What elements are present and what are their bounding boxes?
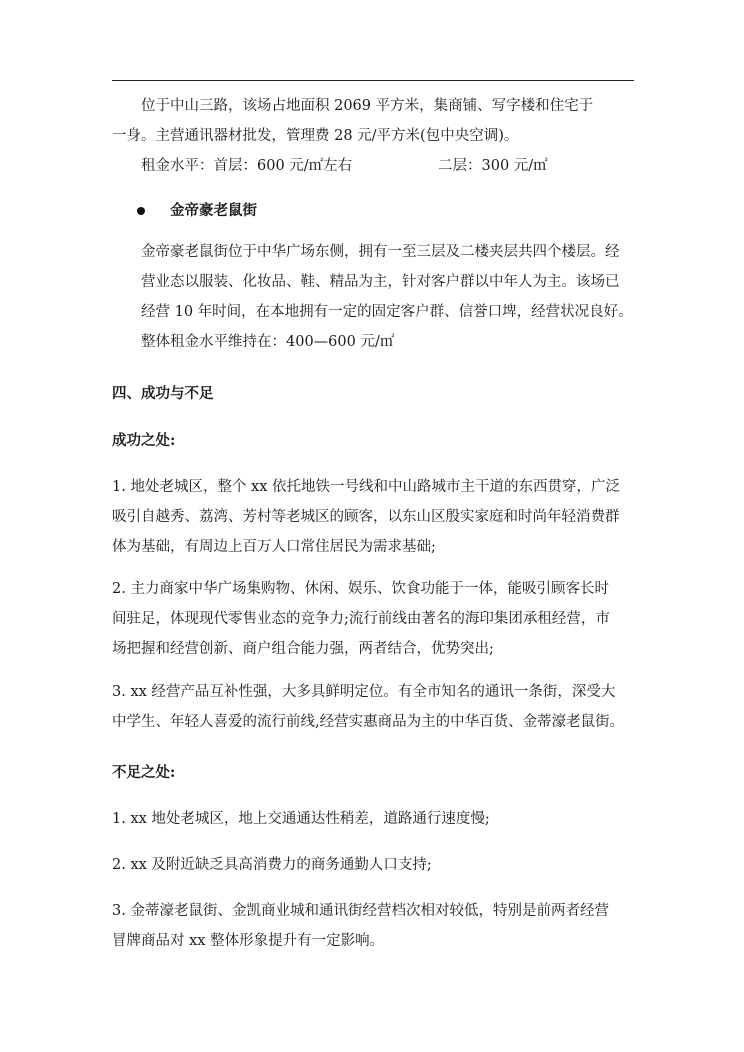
shortcoming-item-1: 1. xx 地处老城区，地上交通通达性稍差，道路通行速度慢; [112,811,490,827]
success-item-2-line-3: 场把握和经营创新、商户组合能力强，两者结合，优势突出; [112,641,494,657]
success-item-3-line-2: 中学生、年轻人喜爱的流行前线,经营实惠商品为主的中华百货、金蒂濠老鼠街。 [112,714,625,730]
success-item-3-line-1: 3. xx 经营产品互补性强，大多具鲜明定位。有全市知名的通讯一条街，深受大 [112,684,616,700]
rent-second-floor: 二层：300 元/㎡ [438,158,548,174]
intro-line-2: 一身。主营通讯器材批发，管理费 28 元/平方米(包中央空调)。 [112,128,519,144]
bullet-para-line-1: 金帝豪老鼠街位于中华广场东侧，拥有一至三层及二楼夹层共四个楼层。经 [141,244,620,260]
success-item-2-line-1: 2. 主力商家中华广场集购物、休闲、娱乐、饮食功能于一体，能吸引顾客长时 [112,581,609,597]
intro-line-1: 位于中山三路，该场占地面积 2069 平方米，集商铺、写字楼和住宅于 [141,98,594,114]
bullet-para-line-2: 营业态以服装、化妆品、鞋、精品为主，针对客户群以中年人为主。该场已 [141,274,620,290]
success-item-1-line-3: 体为基础，有周边上百万人口常住居民为需求基础; [112,539,436,555]
header-rule [112,80,634,81]
success-item-1-line-2: 吸引自越秀、荔湾、芳村等老城区的顾客，以东山区殷实家庭和时尚年轻消费群 [112,509,620,525]
success-item-1-line-1: 1. 地处老城区，整个 xx 依托地铁一号线和中山路城市主干道的东西贯穿，广泛 [112,479,621,495]
bullet-para-line-4: 整体租金水平维持在：400—600 元/㎡ [141,334,395,350]
shortcoming-item-2: 2. xx 及附近缺乏具高消费力的商务通勤人口支持; [112,857,432,873]
success-item-2-line-2: 间驻足，体现现代零售业态的竞争力;流行前线由著名的海印集团承租经营，市 [112,611,610,627]
section-title: 四、成功与不足 [112,385,214,402]
shortcoming-item-3-line-2: 冒牌商品对 xx 整体形象提升有一定影响。 [112,933,385,949]
bullet-para-line-3: 经营 10 年时间，在本地拥有一定的固定客户群、信誉口埤，经营状况良好。 [141,304,633,320]
bullet-title: 金帝豪老鼠街 [170,202,257,219]
rent-level: 租金水平：首层：600 元/㎡左右 [141,158,353,174]
bullet-dot-icon [137,207,145,215]
shortcoming-title: 不足之处: [112,764,176,781]
shortcoming-item-3-line-1: 3. 金蒂濠老鼠街、金凯商业城和通讯街经营档次相对较低，特别是前两者经营 [112,903,609,919]
success-title: 成功之处: [112,432,176,449]
